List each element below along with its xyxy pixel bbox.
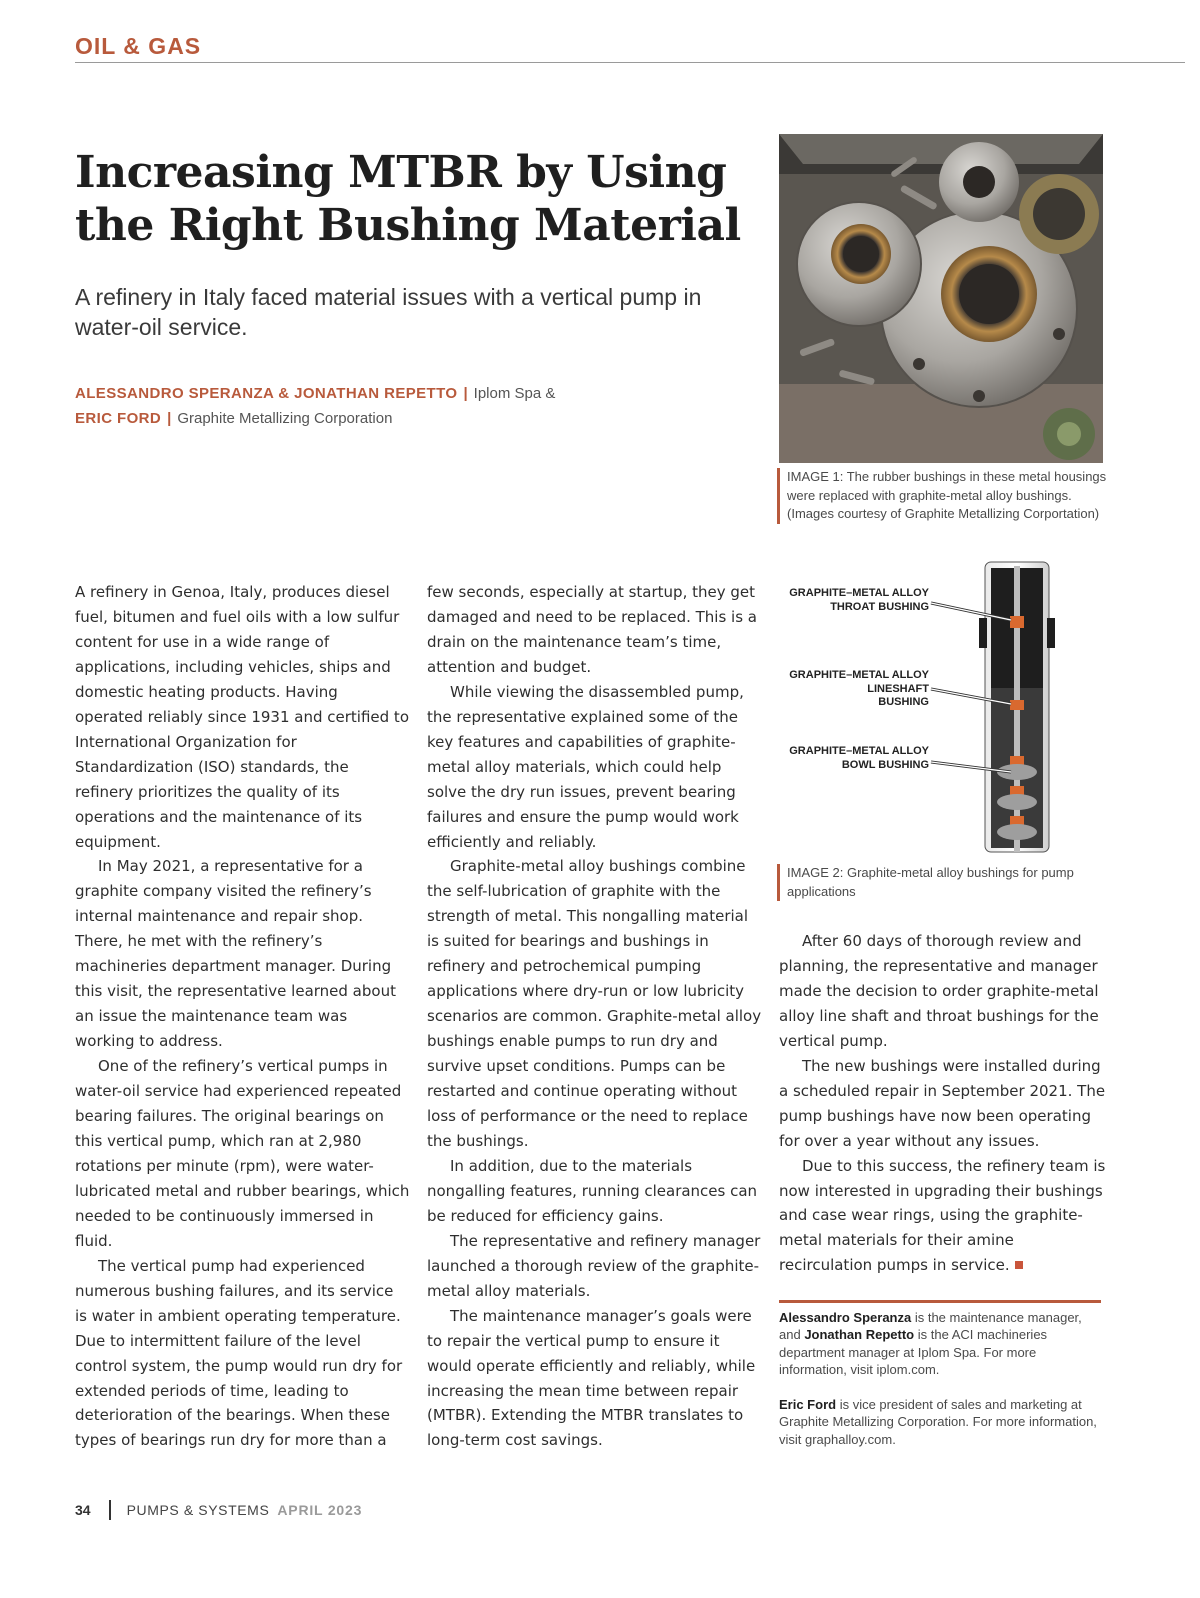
body-column-3: [779, 929, 1109, 1278]
author-bio-2: [779, 1396, 1104, 1448]
label-line: GRAPHITE–METAL ALLOY: [789, 669, 929, 681]
footer-divider: [109, 1500, 111, 1520]
pump-diagram: [779, 558, 1099, 858]
byline-organization: Graphite Metallizing Corporation: [177, 410, 393, 427]
article-title: Increasing MTBR by Using the Right Bushing Material: [75, 147, 741, 251]
issue-date: APRIL 2023: [277, 1502, 363, 1518]
bio-divider: [779, 1300, 1101, 1303]
byline-organization: Iplom Spa &: [473, 385, 556, 402]
body-column-1: [75, 580, 410, 1453]
throat-bushing-label: [769, 587, 929, 614]
byline-separator: |: [463, 385, 468, 402]
paragraph: While viewing the disassembled pump, the representative explained some of the key features and capabilities of graphite-metal alloy materials, which could help solve the dry run issues, prevent bearing failures and ensure the pump would work efficiently and reliably.: [427, 682, 744, 851]
bio-text: is vice president of sales and marketing at Graphite Metallizing Corporation. For more information, visit graphalloy.com.: [779, 1397, 1097, 1447]
paragraph: One of the refinery’s vertical pumps in water-oil service had experienced repeated bearing failures. The original bearings on this vertical pump, which ran at 2,980 rotations per minute (rpm), were water-lubricated metal and rubber bearings, which needed to be continuously immersed in fluid.: [75, 1057, 410, 1250]
byline-authors: ALESSANDRO SPERANZA & JONATHAN REPETTO: [75, 385, 458, 402]
section-divider: [75, 62, 1185, 63]
bio-name: Jonathan Repetto: [804, 1327, 915, 1343]
paragraph: In May 2021, a representative for a graphite company visited the refinery’s internal maintenance and repair shop. There, he met with the refinery’s machineries department manager. During this visit, the representative learned about an issue the maintenance team was working to address.: [75, 857, 396, 1051]
label-line: THROAT BUSHING: [830, 600, 929, 613]
label-line: BUSHING: [878, 696, 929, 708]
paragraph: A refinery in Genoa, Italy, produces diesel fuel, bitumen and fuel oils with a low sulfur content for use in a wide range of applications, including vehicles, ships and domestic heating products. Having operated reliably since 1931 and certified to International Organization for Standardization (ISO) standards, the refinery prioritizes the quality of its operations and the maintenance of its equipment.: [75, 583, 409, 851]
page-number: 34: [75, 1502, 91, 1518]
paragraph: After 60 days of thorough review and planning, the representative and manager made the decision to order graphite-metal alloy line shaft and throat bushings for the vertical pump.: [779, 932, 1099, 1050]
author-bio-1: [779, 1309, 1104, 1378]
magazine-name: PUMPS & SYSTEMS: [126, 1502, 270, 1518]
paragraph: Graphite-metal alloy bushings combine the self-lubrication of graphite with the strength of metal. This nongalling material is suited for bearings and bushings in refinery and petrochemical pumping applications where dry-run or low lubricity scenarios are common. Graphite-metal alloy bushings enable pumps to run dry and survive upset conditions. Pumps can be restarted and continue operating without loss of performance or the need to replace the bushings.: [427, 857, 762, 1150]
paragraph-text: Due to this success, the refinery team is now interested in upgrading their bushings and case wear rings, using the graphite-metal materials for their amine recirculation pumps in service.: [779, 1156, 1106, 1275]
paragraph: The new bushings were installed during a scheduled repair in September 2021. The pump bushings have now been operating for over a year without any issues.: [779, 1056, 1106, 1150]
label-line: BOWL BUSHING: [841, 758, 929, 771]
image-1-caption: IMAGE 1: The rubber bushings in these metal housings were replaced with graphite-metal alloy bushings. (Images courtesy of Graphite Metallizing Corportation): [777, 468, 1107, 524]
image-2-caption: IMAGE 2: Graphite-metal alloy bushings for pump applications: [777, 864, 1077, 901]
section-tag: OIL & GAS: [75, 33, 202, 59]
bio-name: Eric Ford: [779, 1397, 837, 1412]
bio-text: is the maintenance manager, and: [779, 1310, 1082, 1343]
paragraph: In addition, due to the materials nongalling features, running clearances can be reduced for efficiency gains.: [427, 1156, 758, 1225]
paragraph: The maintenance manager’s goals were to repair the vertical pump to ensure it would operate efficiently and reliably, while increasing the mean time between repair (MTBR). Extending the MTBR translates to long-term cost savings.: [427, 1306, 756, 1450]
paragraph: few seconds, especially at startup, they get damaged and need to be replaced. This is a drain on the maintenance team’s time, attention and budget.: [427, 583, 757, 676]
paragraph: The vertical pump had experienced numerous bushing failures, and its service is water in ambient operating temperature. Due to intermittent failure of the level control system, the pump would run dry for extended periods of time, leading to deterioration of the bearings. When these types of bearings run dry for more than a: [75, 1256, 403, 1450]
byline-line-2: [75, 409, 775, 429]
bio-text: is the ACI machineries department manager at Iplom Spa. For more information, visit iplom.com.: [779, 1327, 1048, 1377]
page-footer: [75, 1500, 362, 1520]
byline-line-1: [75, 384, 775, 404]
lineshaft-bushing-label: [769, 669, 929, 710]
byline-authors: ERIC FORD: [75, 410, 162, 427]
label-line: GRAPHITE–METAL ALLOY: [789, 587, 929, 599]
end-mark-icon: [1015, 1261, 1023, 1269]
paragraph: The representative and refinery manager launched a thorough review of the graphite-metal alloy materials.: [427, 1231, 761, 1300]
bowl-bushing-label: [769, 745, 929, 772]
article-subtitle: A refinery in Italy faced material issues with a vertical pump in water-oil service.: [75, 284, 702, 340]
bushings-photo: [779, 134, 1103, 463]
bio-name: Alessandro Speranza: [779, 1310, 912, 1325]
label-line: GRAPHITE–METAL ALLOY: [789, 745, 929, 757]
label-line: LINESHAFT: [867, 682, 929, 695]
body-column-2: [427, 580, 762, 1453]
paragraph: [779, 1154, 1109, 1279]
byline-separator: |: [167, 410, 172, 427]
